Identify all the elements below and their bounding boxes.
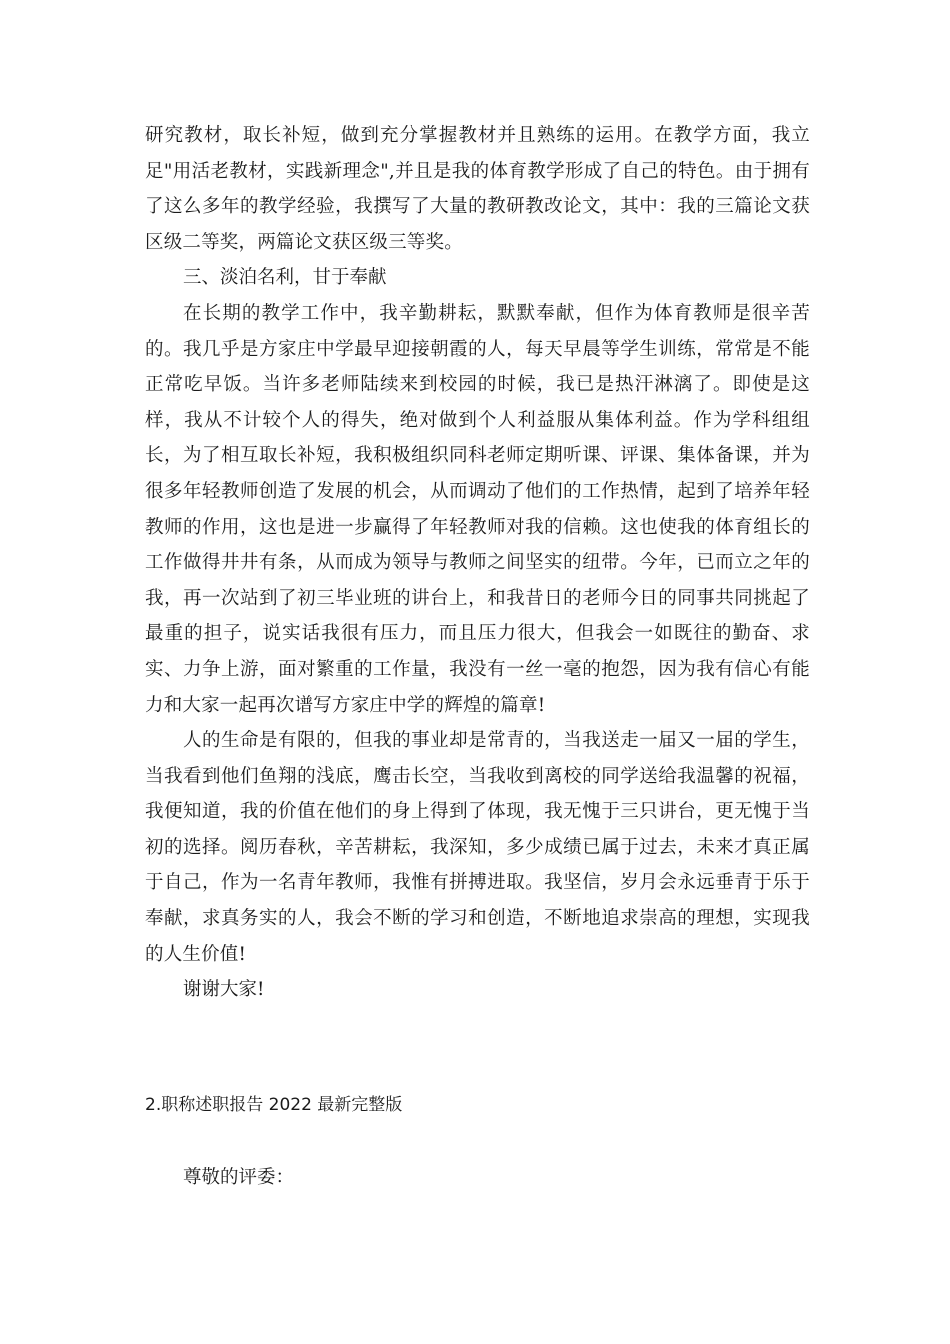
paragraph-teaching-materials: 研究教材，取长补短，做到充分掌握教材并且熟练的运用。在教学方面，我立足"用活老教材，实践新理念",并且是我的体育教学形成了自己的特色。由于拥有了这么多年的教学经验，我撰写了大量的教研教改论文，其中：我的三篇论文获区级二等奖，两篇论文获区级三等奖。 — [145, 125, 810, 253]
paragraph-career-life: 人的生命是有限的，但我的事业却是常青的，当我送走一届又一届的学生，当我看到他们鱼翔的浅底，鹰击长空，当我收到离校的同学送给我温馨的祝福，我便知道，我的价值在他们的身上得到了体现，我无愧于三只讲台，更无愧于当初的选择。阅历春秋，辛苦耕耘，我深知，多少成绩已属于过去，未来才真正属于自己，作为一名青年教师，我惟有拼搏进取。我坚信，岁月会永远垂青于乐于奉献，求真务实的人，我会不断的学习和创造，不断地追求崇高的理想，实现我的人生价值! — [145, 730, 810, 965]
paragraph-dedication: 在长期的教学工作中，我辛勤耕耘，默默奉献，但作为体育教师是很辛苦的。我几乎是方家庄中学最早迎接朝霞的人，每天早晨等学生训练，常常是不能正常吃早饭。当许多老师陆续来到校园的时候，我已是热汗淋漓了。即使是这样，我从不计较个人的得失，绝对做到个人利益服从集体利益。作为学科组组长，为了相互取长补短，我积极组织同科老师定期听课、评课、集体备课，并为很多年轻教师创造了发展的机会，从而调动了他们的工作热情，起到了培养年轻教师的作用，这也是进一步赢得了年轻教师对我的信赖。这也使我的体育组长的工作做得井井有条，从而成为领导与教师之间坚实的纽带。今年，已而立之年的我，再一次站到了初三毕业班的讲台上，和我昔日的老师今日的同事共同挑起了最重的担子，说实话我很有压力，而且压力很大，但我会一如既往的勤奋、求实、力争上游，面对繁重的工作量，我没有一丝一毫的抱怨，因为我有信心有能力和大家一起再次谱写方家庄中学的辉煌的篇章! — [145, 302, 810, 716]
document-body — [145, 118, 810, 1008]
salutation: 尊敬的评委： — [183, 1167, 295, 1188]
section-heading-dedication: 三、淡泊名利，甘于奉献 — [183, 267, 387, 289]
section-2-title: 2.职称述职报告 2022 最新完整版 — [145, 1095, 403, 1115]
closing-thanks: 谢谢大家! — [183, 979, 265, 1001]
